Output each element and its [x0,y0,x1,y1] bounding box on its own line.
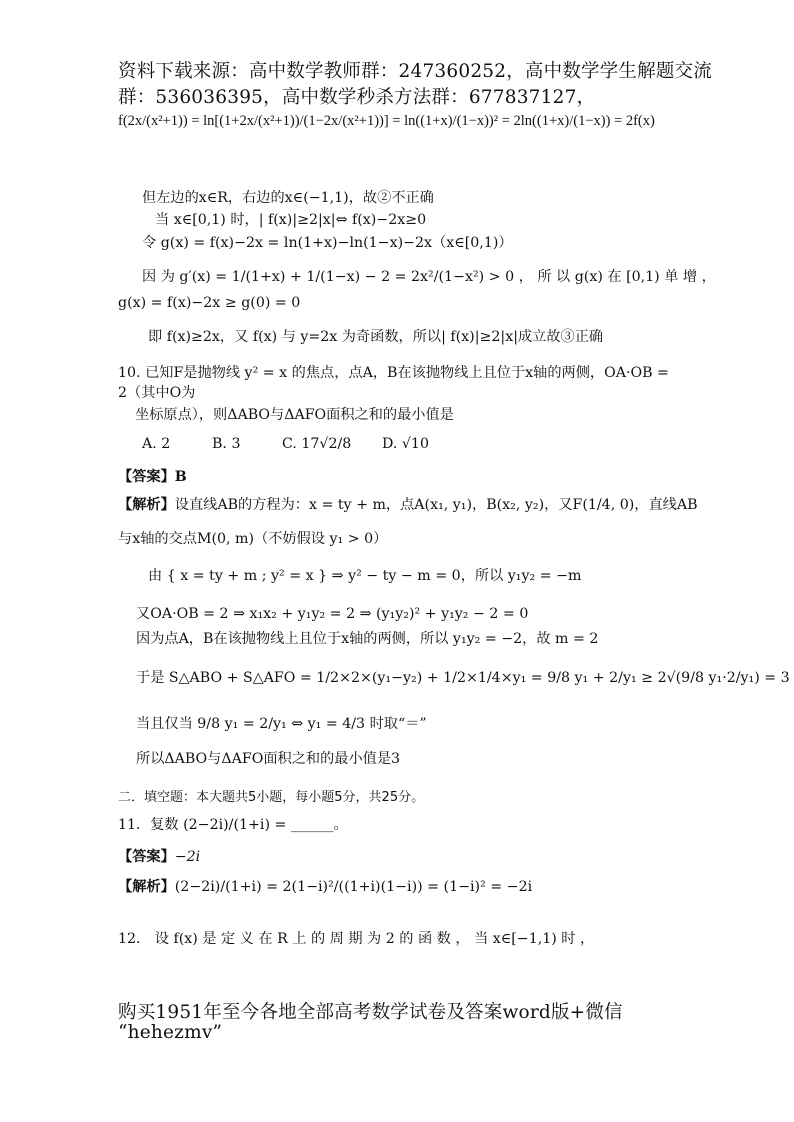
q10-system: 由 { x = ty + m ; y² = x } ⇒ y² − ty − m = 0，所以 y₁y₂ = −m [148,568,582,584]
solution9-g-inequality: g(x) = f(x)−2x ≥ g(0) = 0 [118,295,301,311]
section2-title: 二．填空题：本大题共5小题，每小题5分，共25分。 [118,790,425,805]
q10-analysis-row-1 [118,494,698,514]
q11-stem: 11．复数 (2−2i)/(1+i) = ______。 [118,817,348,833]
q11-analysis-row [118,876,532,896]
q11-answer-value: −2i [174,849,201,865]
q10-answer-label: 【答案】 [118,469,175,485]
footer-line-1: 购买1951年至今各地全部高考数学试卷及答案word版+微信 [118,1002,623,1023]
solution9-when: 当 x∈[0,1) 时，| f(x)|≥2|x|⇔ f(x)−2x≥0 [155,212,427,228]
q11-analysis-label: 【解析】 [118,879,175,895]
solution9-conclusion: 即 f(x)≥2x，又 f(x) 与 y=2x 为奇函数，所以| f(x)|≥2|x|成立故③正确 [148,329,604,345]
q10-answer-value: B [174,469,187,485]
q10-answer-row [118,466,187,486]
q10-option-b: B. 3 [212,436,241,452]
q10-analysis-2: 与x轴的交点M(0, m)（不妨假设 y₁ > 0） [118,531,388,547]
q11-analysis-text: (2−2i)/(1+i) = 2(1−i)²/((1+i)(1−i)) = (1−i)² = −2i [174,879,533,895]
q10-analysis-label: 【解析】 [118,497,175,513]
solution9-domain-note: 但左边的x∈R，右边的x∈(−1,1)，故②不正确 [142,190,434,206]
q10-stem-2: 坐标原点），则ΔABO与ΔAFO面积之和的最小值是 [135,407,454,423]
q10-dot-equation: 又OA·OB = 2 ⇒ x₁x₂ + y₁y₂ = 2 ⇒ (y₁y₂)² + y₁y₂ − 2 = 0 [136,606,529,622]
q10-option-c: C. 17√2/8 [282,436,352,452]
q10-analysis-text-1: 设直线AB的方程为：x = ty + m，点A(x₁, y₁)，B(x₂, y₂)，又F(1/4, 0)，直线AB [174,497,698,513]
q10-option-a: A. 2 [142,436,171,452]
header-line-2: 群：536036395，高中数学秒杀方法群：677837127， [118,87,596,108]
q10-area: 于是 S△ABO + S△AFO = 1/2×2×(y₁−y₂) + 1/2×1/4×y₁ = 9/8 y₁ + 2/y₁ ≥ 2√(9/8 y₁·2/y₁) = 3 [136,670,790,686]
solution9-let-g: 令 g(x) = f(x)−2x = ln(1+x)−ln(1−x)−2x（x∈[0,1)） [142,235,513,251]
q11-answer-label: 【答案】 [118,849,175,865]
q10-stem-1: 10. 已知F是抛物线 y² = x 的焦点，点A，B在该抛物线上且位于x轴的两侧，OA·OB = 2（其中O为 [118,365,669,401]
header-line-1: 资料下载来源：高中数学教师群：247360252，高中数学学生解题交流 [118,61,712,82]
q10-final: 所以ΔABO与ΔAFO面积之和的最小值是3 [136,751,401,767]
q10-option-d: D. √10 [382,436,429,452]
solution9-because: 因 为 g′(x) = 1/(1+x) + 1/(1−x) − 2 = 2x²/(1−x²) > 0 ， 所 以 g(x) 在 [0,1) 单 增 ， [142,269,716,285]
q11-answer-row [118,846,200,866]
footer-line-2: “hehezmv” [118,1022,223,1043]
solution9-main-equation: f(2x/(x²+1)) = ln[(1+2x/(x²+1))/(1−2x/(x²+1))] = ln((1+x)/(1−x))² = 2ln((1+x)/(1−x)) = 2f(x) [118,113,655,129]
q10-since: 因为点A，B在该抛物线上且位于x轴的两侧，所以 y₁y₂ = −2，故 m = 2 [136,631,599,647]
q12-stem: 12． 设 f(x) 是 定 义 在 R 上 的 周 期 为 2 的 函 数 ， 当 x∈[−1,1) 时 ， [118,931,595,947]
q10-equality: 当且仅当 9/8 y₁ = 2/y₁ ⇔ y₁ = 4/3 时取“＝” [136,716,427,732]
